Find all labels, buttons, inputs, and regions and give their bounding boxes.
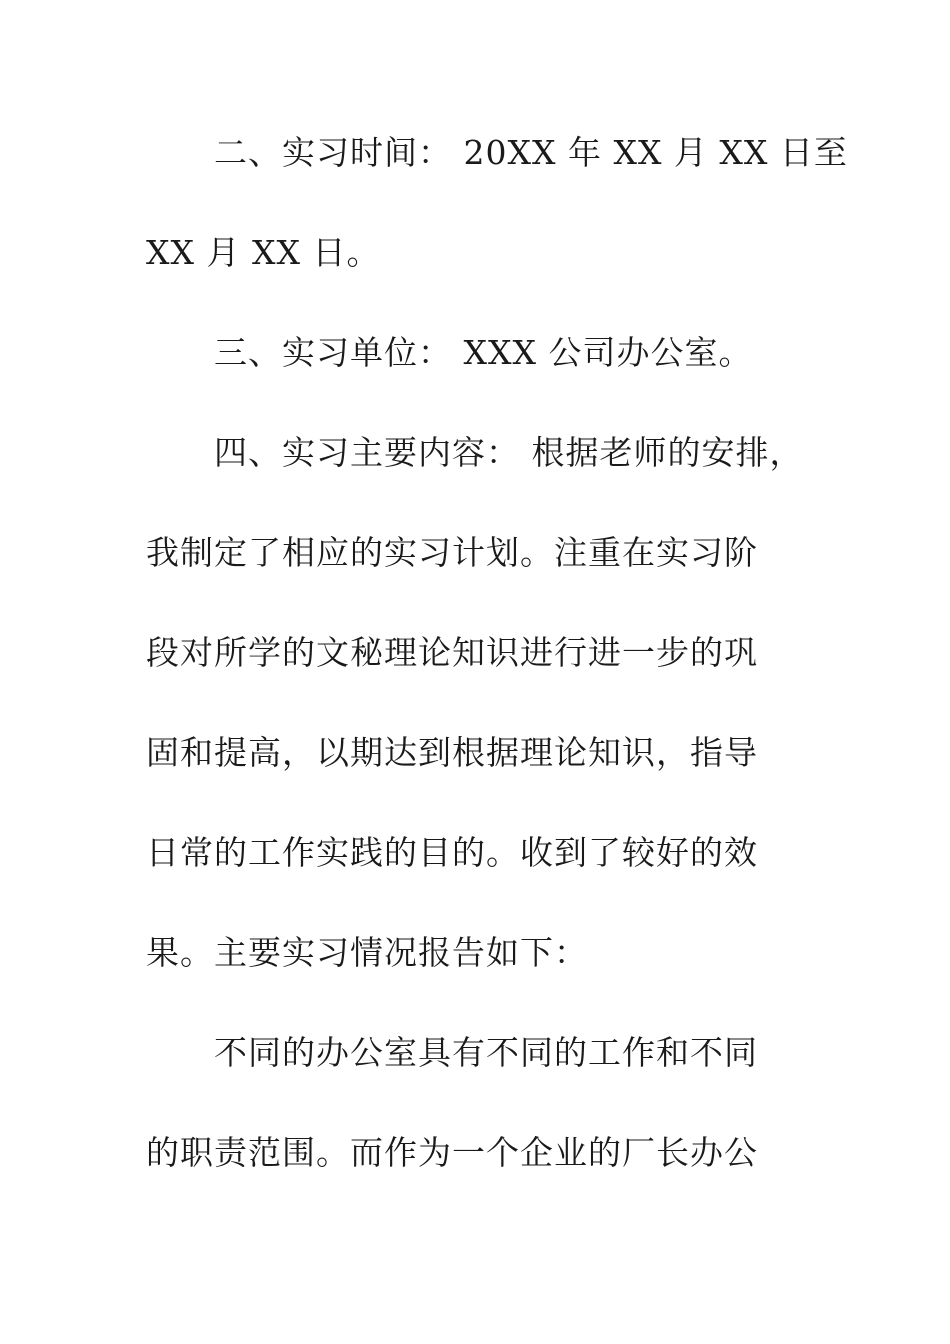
text-line: 我制定了相应的实习计划。注重在实习阶 (146, 533, 758, 572)
text-line: 日常的工作实践的目的。收到了较好的效 (146, 833, 758, 872)
text-line-internship-time-end: XX 月 XX 日。 (146, 233, 381, 272)
text-line-paragraph-start: 不同的办公室具有不同的工作和不同 (214, 1033, 758, 1072)
text-line-internship-time: 二、实习时间： 20XX 年 XX 月 XX 日至 (214, 133, 848, 172)
text-line: 段对所学的文秘理论知识进行进一步的巩 (146, 633, 758, 672)
text-line-main-content: 四、实习主要内容： 根据老师的安排， (214, 433, 804, 472)
text-line: 的职责范围。而作为一个企业的厂长办公 (146, 1133, 758, 1172)
text-line-internship-unit: 三、实习单位： XXX 公司办公室。 (214, 333, 753, 372)
text-line: 固和提高，以期达到根据理论知识，指导 (146, 733, 758, 772)
text-line: 果。主要实习情况报告如下： (146, 933, 588, 972)
